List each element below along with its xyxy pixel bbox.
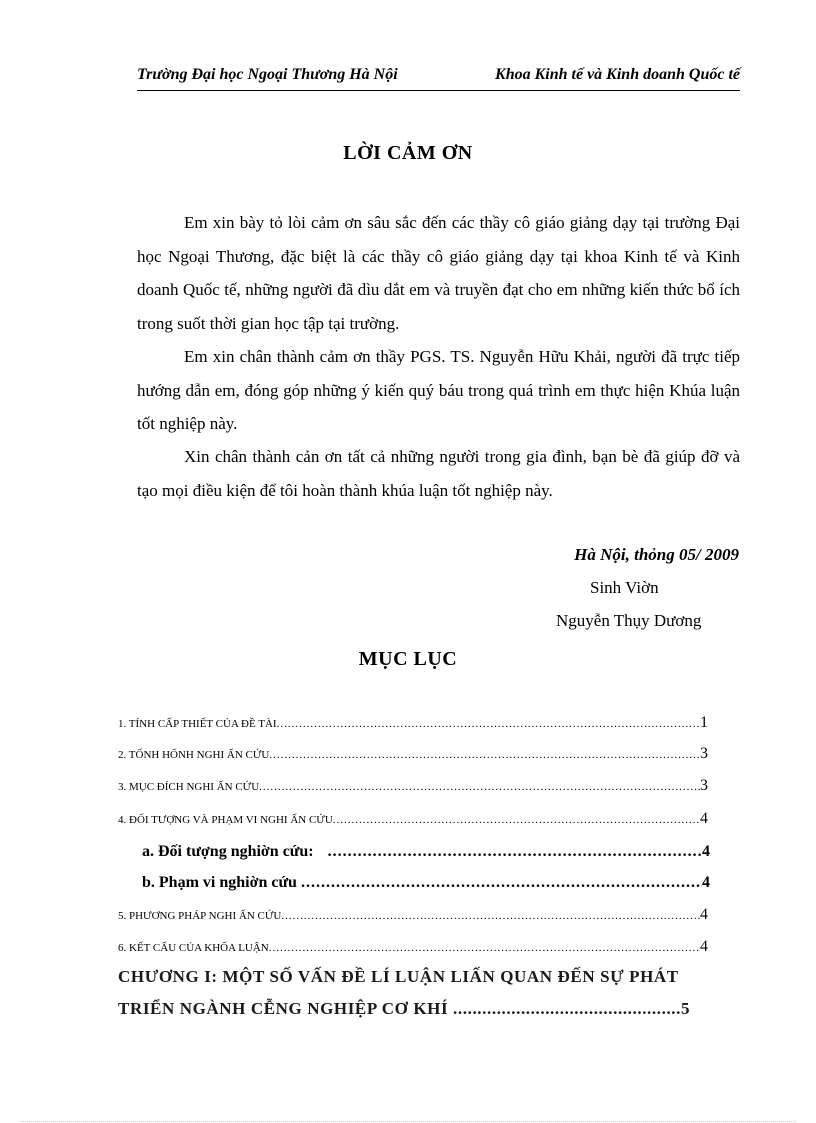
toc-chapter-line-2-row	[118, 993, 718, 1025]
toc-entry-page: 3	[700, 777, 708, 794]
toc-entry-page: 3	[700, 745, 708, 762]
toc-entry-label: b. Phạm vi nghiờn cứu	[142, 874, 297, 891]
header-faculty: Khoa Kinh tế và Kinh doanh Quốc tế	[495, 66, 740, 83]
header-university: Trường Đại học Ngoại Thương Hà Nội	[137, 66, 398, 83]
toc-title: MỤC LỤC	[358, 648, 458, 670]
page-header	[137, 66, 740, 91]
toc-entry-3[interactable]	[118, 777, 708, 799]
toc-entry-label: 6. KẾT CẤU CỦA KHỐA LUẬN	[118, 942, 269, 954]
toc-leader	[269, 942, 700, 954]
signer-name: Nguyễn Thụy Dương	[556, 611, 702, 630]
toc-leader	[277, 718, 700, 730]
toc-entry-page: 4	[702, 843, 710, 860]
toc-entry-4b[interactable]	[142, 874, 710, 896]
toc-entry-5[interactable]	[118, 906, 708, 928]
toc-entry-page: 4	[702, 874, 710, 891]
toc-leader	[301, 874, 702, 892]
toc-leader	[333, 814, 700, 826]
toc-chapter-line-1: CHƯƠNG I: MỘT SỐ VẤN ĐỀ LÍ LUẬN LIẤN QUAN ĐẾN SỰ PHÁT	[118, 967, 679, 986]
toc-leader	[328, 843, 702, 861]
acknowledgement-paragraph-1: Em xin bày tỏ lòi cảm ơn sâu sắc đến các thầy cô giáo giảng dạy tại trường Đại học Ngoại Thương, đặc biệt là các thầy cô giáo giảng dạy tại khoa Kinh tế và Kinh doanh Quốc tế, những người đã dìu dắt em và truyền đạt cho em những kiến thức bổ ích trong suốt thời gian học tập tại trường.	[137, 213, 740, 333]
acknowledgement-title: LỜI CẢM ƠN	[343, 142, 473, 164]
toc-entry-page: 4	[700, 906, 708, 923]
toc-entry-label: 3. MỤC ĐÍCH NGHI ẤN CỨU	[118, 781, 260, 793]
toc-leader	[269, 749, 700, 761]
signer-role: Sinh Viờn	[590, 578, 659, 597]
toc-entry-1[interactable]	[118, 714, 708, 736]
toc-leader	[259, 781, 700, 793]
acknowledgement-paragraph-3: Xin chân thành cản ơn tất cả những người trong gia đình, bạn bè đã giúp đỡ và tạo mọi điều kiện để tôi hoàn thành khúa luận tốt nghiệp này.	[137, 447, 740, 500]
toc-entry-2[interactable]	[118, 745, 708, 767]
toc-entry-6[interactable]	[118, 938, 708, 960]
page-bottom-divider	[20, 1121, 796, 1122]
toc-entry-label: 2. TỐNH HỐNH NGHI ẤN CỨU	[118, 749, 270, 761]
toc-chapter-line-2: TRIỂN NGÀNH CỄNG NGHIỆP CƠ KHÍ	[118, 999, 449, 1018]
toc-entry-4a[interactable]	[142, 843, 710, 865]
toc-chapter-1[interactable]	[118, 961, 718, 1025]
toc-entry-page: 1	[700, 714, 708, 731]
toc-entry-page: 4	[700, 938, 708, 955]
toc-chapter-page: 5	[681, 999, 691, 1018]
place-date: Hà Nội, thỏng 05/ 2009	[574, 545, 739, 564]
toc-entry-4[interactable]	[118, 810, 708, 832]
toc-entry-label: 4. ĐỐI TƯỢNG VÀ PHẠM VI NGHI ẤN CỨU	[118, 814, 333, 826]
toc-leader	[453, 999, 681, 1018]
toc-entry-page: 4	[700, 810, 708, 827]
acknowledgement-paragraph-2: Em xin chân thành cảm ơn thầy PGS. TS. Nguyễn Hữu Khải, người đã trực tiếp hướng dẫn em, đóng góp những ý kiến quý báu trong quá trình em thực hiện Khúa luận tốt nghiệp này.	[137, 347, 740, 433]
toc-entry-label: 5. PHƯƠNG PHÁP NGHI ẤN CỨU	[118, 910, 282, 922]
toc-leader	[281, 910, 700, 922]
toc-entry-label: a. Đối tượng nghiờn cứu:	[142, 843, 314, 860]
toc-entry-label: 1. TÍNH CẤP THIẾT CỦA ĐỀ TÀI	[118, 718, 277, 730]
